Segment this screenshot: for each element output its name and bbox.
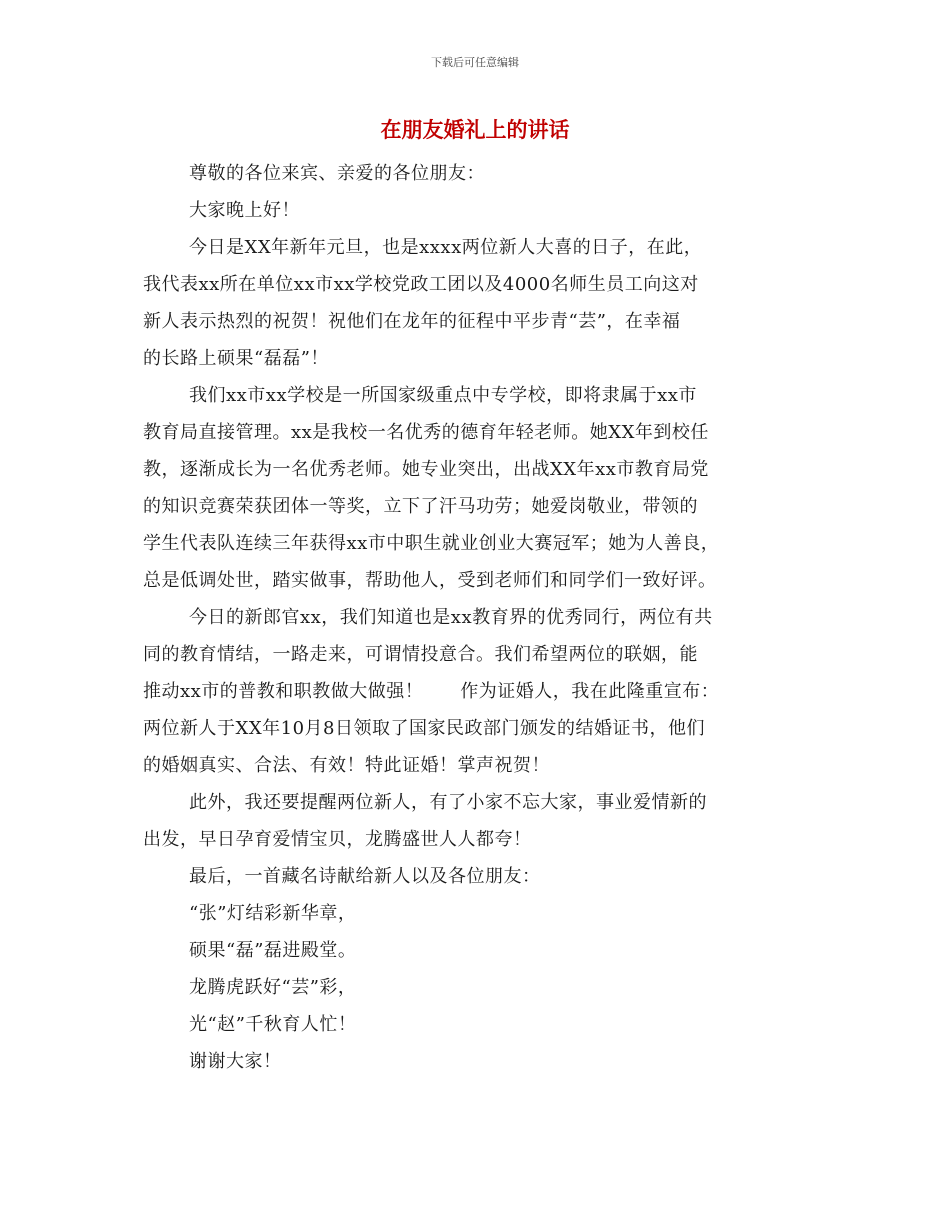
- poem-line: “张”灯结彩新华章，: [189, 903, 357, 924]
- body-line: 两位新人于XX年10月8日领取了国家民政部门颁发的结婚证书，他们: [143, 718, 705, 739]
- body-line: 的知识竞赛荣获团体一等奖，立下了汗马功劳；她爱岗敬业，带领的: [143, 496, 698, 517]
- body-line: 此外，我还要提醒两位新人，有了小家不忘大家，事业爱情新的: [189, 792, 707, 813]
- body-line: 教，逐渐成长为一名优秀老师。她专业突出，出战XX年xx市教育局党: [143, 459, 709, 480]
- document-body: [143, 155, 810, 1080]
- poem-line: 硕果“磊”磊进殿堂。: [189, 940, 357, 961]
- body-line: 最后，一首藏名诗献给新人以及各位朋友：: [189, 866, 541, 887]
- header-note: 下载后可任意编辑: [431, 56, 519, 69]
- body-line: 学生代表队连续三年获得xx市中职生就业创业大赛冠军；她为人善良，: [143, 533, 720, 554]
- document-title: 在朋友婚礼上的讲话: [380, 118, 570, 142]
- body-line: 今日的新郎官xx，我们知道也是xx教育界的优秀同行，两位有共: [189, 607, 713, 628]
- body-line: 新人表示热烈的祝贺！祝他们在龙年的征程中平步青“芸”，在幸福: [143, 311, 681, 332]
- body-line: 同的教育情结，一路走来，可谓情投意合。我们希望两位的联姻，能: [143, 644, 698, 665]
- body-line: 教育局直接管理。xx是我校一名优秀的德育年轻老师。她XX年到校任: [143, 422, 709, 443]
- body-line: 的婚姻真实、合法、有效！特此证婚！掌声祝贺！: [143, 755, 550, 776]
- body-line: 我们xx市xx学校是一所国家级重点中专学校，即将隶属于xx市: [189, 385, 697, 406]
- body-line: 我代表xx所在单位xx市xx学校党政工团以及4000名师生员工向这对: [143, 274, 699, 295]
- poem-line: 光“赵”千秋育人忙！: [189, 1014, 357, 1035]
- body-line: 总是低调处世，踏实做事，帮助他人，受到老师们和同学们一致好评。: [143, 570, 717, 591]
- body-line: 尊敬的各位来宾、亲爱的各位朋友：: [189, 163, 485, 184]
- poem-line: 龙腾虎跃好“芸”彩，: [189, 977, 357, 998]
- body-line: 推动xx市的普教和职教做大做强！ 作为证婚人，我在此隆重宣布：: [143, 681, 720, 702]
- closing-line: 谢谢大家！: [189, 1051, 282, 1072]
- body-line: 的长路上硕果“磊磊”！: [143, 348, 329, 369]
- body-line: 今日是XX年新年元旦，也是xxxx两位新人大喜的日子，在此，: [189, 237, 703, 258]
- body-line: 大家晚上好！: [189, 200, 300, 221]
- body-line: 出发，早日孕育爱情宝贝，龙腾盛世人人都夸！: [143, 829, 532, 850]
